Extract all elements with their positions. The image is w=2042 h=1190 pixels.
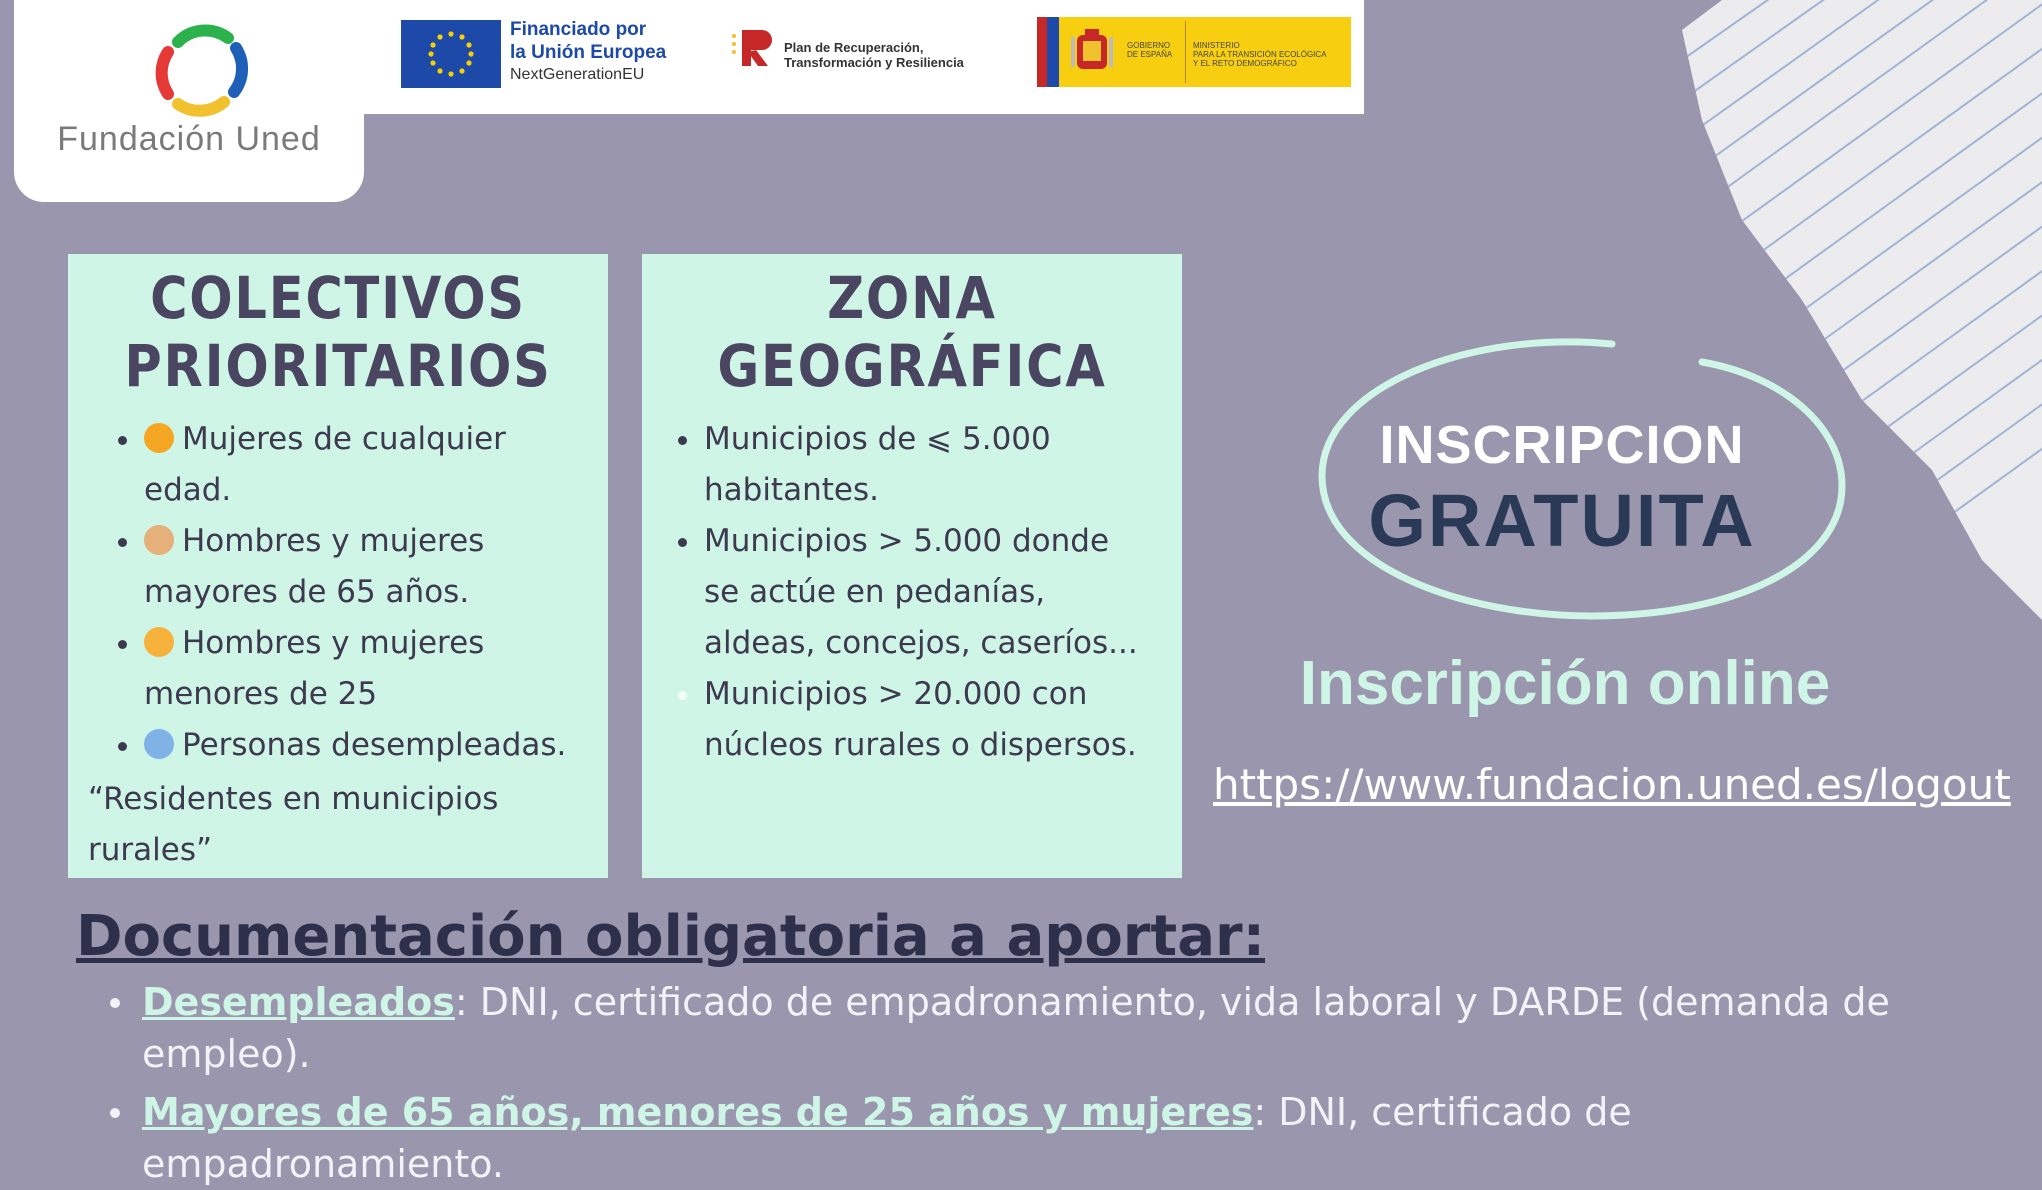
eu-flag-icon: [401, 20, 501, 88]
ministry-line-3: Y EL RETO DEMOGRÁFICO: [1193, 59, 1297, 68]
registration-link[interactable]: https://www.fundacion.uned.es/logout: [1213, 760, 2011, 809]
older-person-emoji-icon: [144, 525, 174, 555]
list-item: [112, 720, 592, 771]
colectivos-prioritarios-card: [68, 254, 608, 878]
documentacion-list: [104, 976, 2004, 1190]
list-item: [672, 414, 1152, 516]
flag-stripe-blue: [1047, 17, 1059, 87]
list-item: [112, 618, 592, 720]
woman-emoji-icon: [144, 423, 174, 453]
eu-line-2: la Unión Europea: [510, 42, 667, 63]
gov-line-1: GOBIERNO: [1127, 41, 1171, 50]
zona-list: [672, 414, 1152, 771]
zona-item-3: Municipios > 20.000 con núcleos rurales o dispersos.: [704, 676, 1137, 763]
ministry-line-1: MINISTERIO: [1193, 41, 1240, 50]
gov-line-2: DE ESPAÑA: [1127, 50, 1173, 59]
eu-line-1: Financiado por: [510, 19, 647, 40]
list-item: [112, 414, 592, 516]
eu-line-3: NextGenerationEU: [510, 66, 645, 83]
colectivos-item-2: Hombres y mujeres mayores de 65 años.: [144, 523, 485, 610]
sponsor-strip: [364, 0, 1364, 114]
colectivos-item-4: Personas desempleadas.: [182, 727, 567, 763]
prtr-logo-icon: [728, 26, 776, 70]
worker-emoji-icon: [144, 729, 174, 759]
prtr-text: [784, 40, 964, 70]
documentacion-title: Documentación obligatoria a aportar:: [76, 904, 1265, 969]
gobierno-logo: [1037, 17, 1351, 87]
inscripcion-text: INSCRIPCION: [1379, 415, 1745, 475]
boy-emoji-icon: [144, 627, 174, 657]
colectivos-list: [112, 414, 592, 771]
zona-title: [674, 264, 1149, 400]
gratuita-text: GRATUITA: [1368, 479, 1756, 562]
inscripcion-online-heading: Inscripción online: [1299, 649, 1831, 718]
colectivos-title-line-1: COLECTIVOS: [150, 264, 526, 332]
zona-item-1: Municipios de ⩽ 5.000 habitantes.: [704, 421, 1051, 508]
prtr-line-1: Plan de Recuperación,: [784, 40, 924, 55]
eu-funding-text: [510, 18, 666, 86]
flag-stripe-red: [1037, 17, 1047, 87]
ministry-line-2: PARA LA TRANSICIÓN ECOLÓGICA: [1193, 50, 1327, 59]
colectivos-note: “Residentes en municipios rurales”: [88, 781, 499, 868]
colectivos-title-line-2: PRIORITARIOS: [124, 332, 552, 400]
zona-title-line-1: ZONA: [827, 264, 997, 332]
colectivos-title: [100, 264, 575, 400]
colectivos-item-3: Hombres y mujeres menores de 25: [144, 625, 485, 712]
gobierno-text: [1127, 41, 1172, 59]
doc-item-1-text: : DNI, certificado de empadronamiento, vida laboral y DARDE (demanda de empleo).: [142, 980, 1890, 1076]
list-item: [104, 1086, 2004, 1190]
zona-title-line-2: GEOGRÁFICA: [717, 332, 1107, 400]
doc-item-2-highlight: Mayores de 65 años, menores de 25 años y mujeres: [142, 1090, 1254, 1134]
list-item: [112, 516, 592, 618]
colectivos-item-1: Mujeres de cualquier edad.: [144, 421, 506, 508]
doc-item-2-text: : DNI, certificado de empadronamiento.: [142, 1090, 1632, 1186]
fundacion-uned-mark-icon: [138, 22, 258, 132]
gov-divider: [1185, 21, 1186, 83]
ministerio-text: [1193, 41, 1327, 68]
prtr-line-2: Transformación y Resiliencia: [784, 55, 964, 70]
zona-item-2: Municipios > 5.000 donde se actúe en pedanías, aldeas, concejos, caseríos...: [704, 523, 1138, 661]
list-item: [672, 669, 1152, 771]
list-item: [104, 976, 2004, 1080]
fundacion-uned-logo: [14, 0, 364, 202]
doc-item-1-highlight: Desempleados: [142, 980, 455, 1024]
zona-geografica-card: [642, 254, 1182, 878]
spain-shield-icon: [1069, 27, 1115, 77]
brand-name: Fundación Uned: [57, 120, 321, 158]
list-item: [672, 516, 1152, 669]
